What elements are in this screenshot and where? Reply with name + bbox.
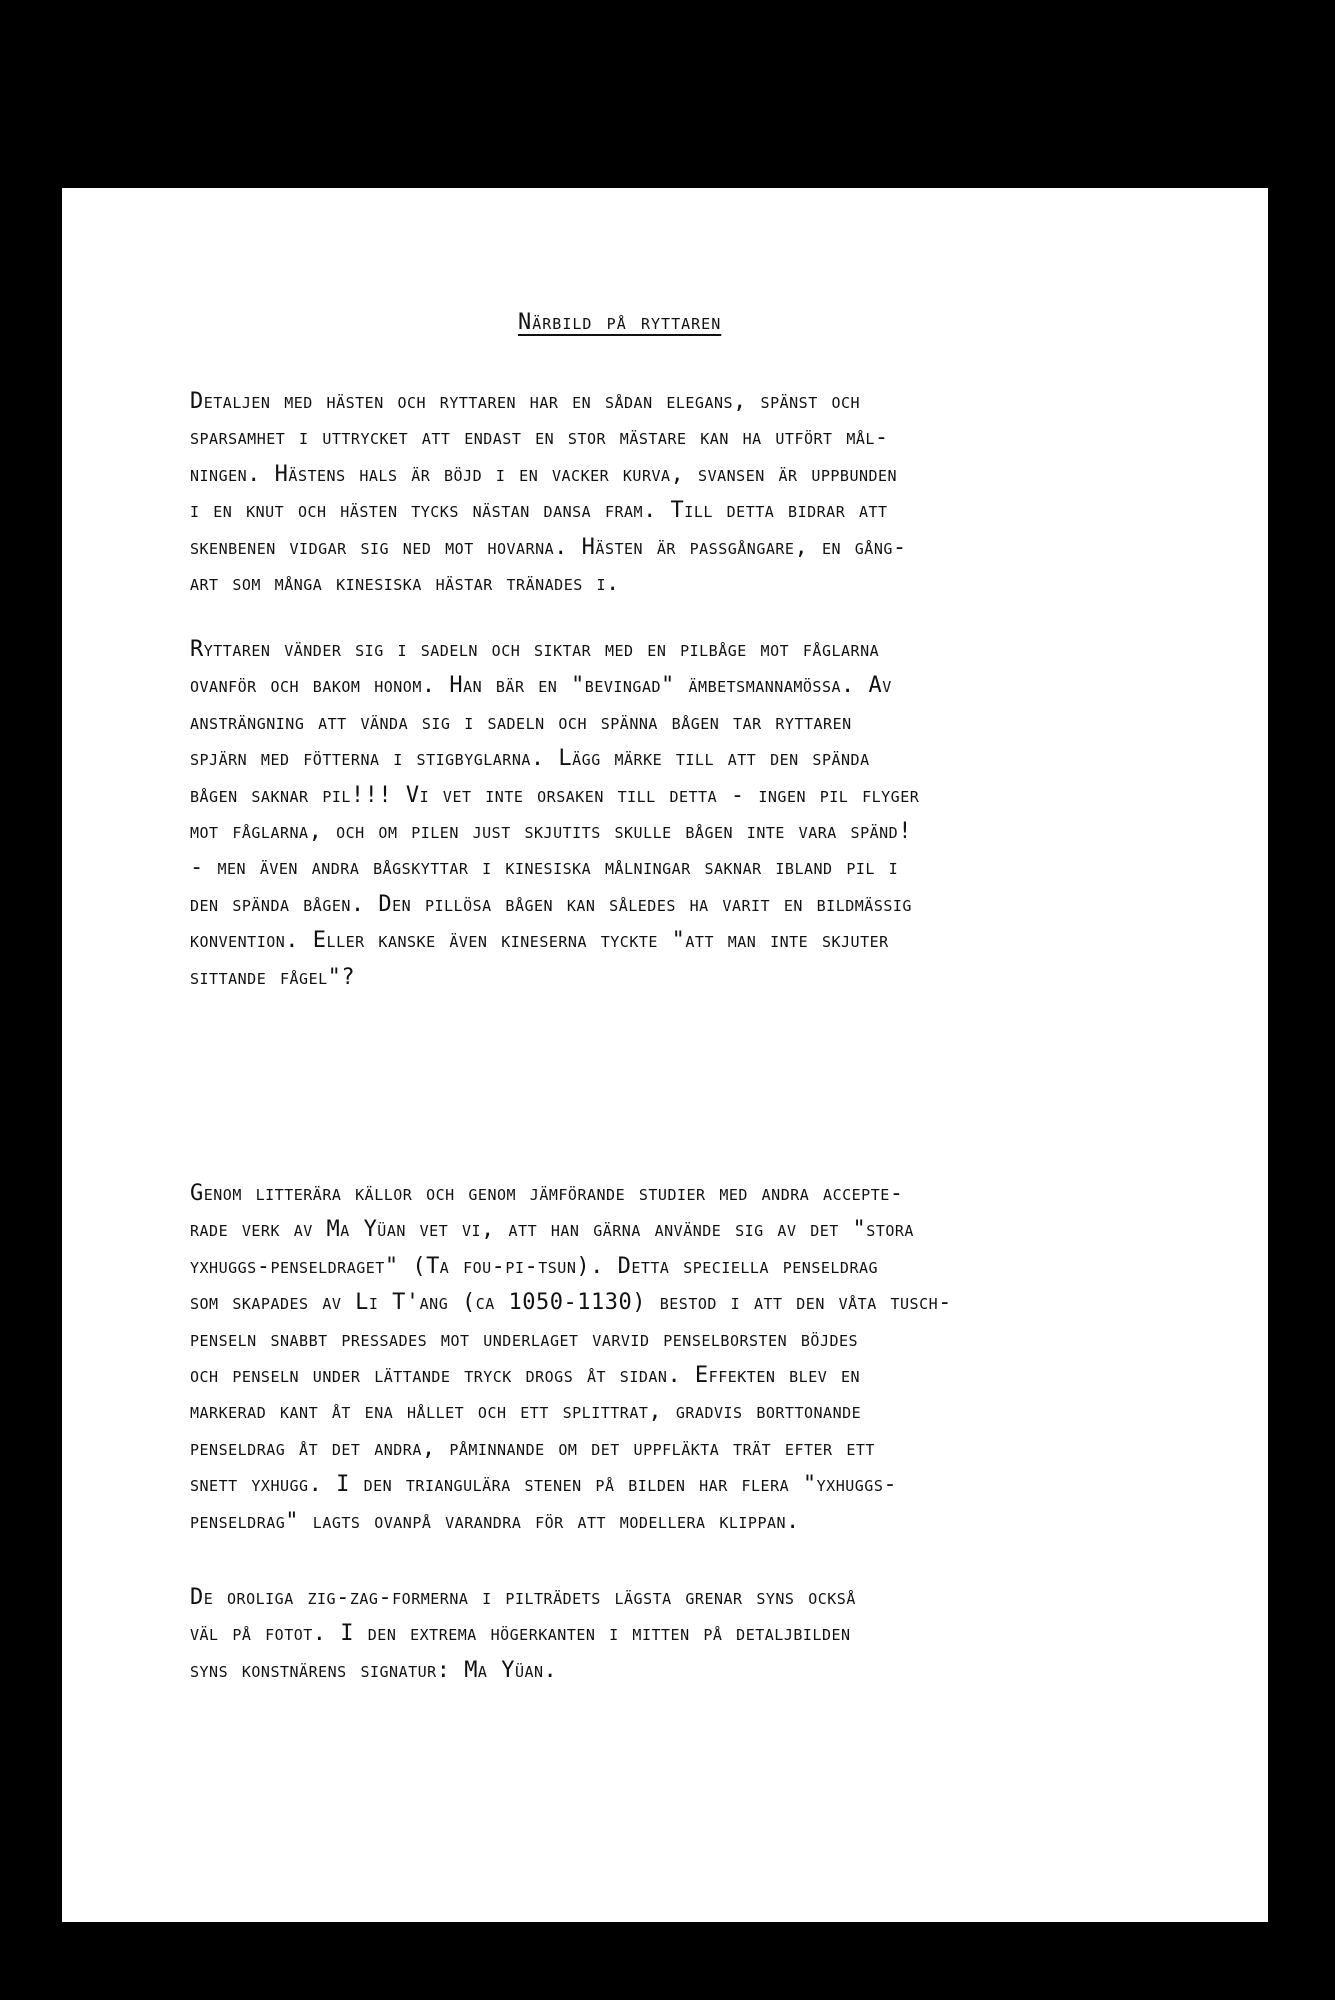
page-title: Närbild på ryttaren — [518, 310, 722, 335]
text-line: Detaljen med hästen och ryttaren har en sådan elegans, spänst och — [190, 389, 861, 414]
text-line: rade verk av Ma Yüan vet vi, att han gärna använde sig av det "stora — [190, 1217, 914, 1243]
text-line: Ryttaren vänder sig i sadeln och siktar med en pilbåge mot fåglarna — [190, 637, 880, 662]
text-line: penseldrag" lagts ovanpå varandra för att modellera klippan. — [190, 1508, 800, 1534]
text-line: penseldrag åt det andra, påminnande om det uppfläkta trät efter ett — [190, 1435, 875, 1461]
text-line: Genom litterära källor och genom jämförande studier med andra accepte- — [190, 1181, 904, 1206]
text-line: konvention. Eller kanske även kineserna tyckte "att man inte skjuter — [190, 928, 889, 954]
text-line: sparsamhet i uttrycket att endast en stor mästare kan ha utfört mål- — [190, 425, 889, 451]
text-line: art som många kinesiska hästar tränades i. — [190, 571, 620, 597]
paragraph-rider-archer — [190, 632, 919, 996]
text-line: markerad kant åt ena hållet och ett splittrat, gradvis borttonande — [190, 1399, 862, 1425]
paragraph-axe-stroke — [190, 1176, 952, 1540]
text-line: De oroliga zig-zag-formerna i pilträdets lägsta grenar syns också — [190, 1585, 856, 1610]
text-line: skenbenen vidgar sig ned mot hovarna. Hästen är passgångare, en gång- — [190, 534, 907, 560]
text-line: ovanför och bakom honom. Han bär en "bevingad" ämbetsmannamössa. Av — [190, 673, 892, 699]
text-line: ansträngning att vända sig i sadeln och spänna bågen tar ryttaren — [190, 709, 852, 735]
text-line: ningen. Hästens hals är böjd i en vacker kurva, svansen är uppbunden — [190, 461, 898, 487]
paragraph-zigzag-signature — [190, 1580, 856, 1689]
text-line: penseln snabbt pressades mot underlaget varvid penselborsten böjdes — [190, 1326, 859, 1352]
text-line: syns konstnärens signatur: Ma Yüan. — [190, 1657, 558, 1683]
text-line: snett yxhugg. I den triangulära stenen på bilden har flera "yxhuggs- — [190, 1472, 898, 1498]
text-line: spjärn med fötterna i stigbyglarna. Lägg märke till att den spända — [190, 746, 870, 772]
text-line: - men även andra bågskyttar i kinesiska målningar saknar ibland pil i — [190, 855, 899, 881]
text-line: och penseln under lättande tryck drogs åt sidan. Effekten blev en — [190, 1363, 861, 1389]
paragraph-horse-detail — [190, 384, 907, 602]
text-line: som skapades av Li T'ang (ca 1050-1130) bestod i att den våta tusch- — [190, 1290, 952, 1316]
text-line: sittande fågel"? — [190, 964, 356, 990]
text-line: väl på fotot. I den extrema högerkanten i mitten på detaljbilden — [190, 1621, 851, 1647]
document-page — [62, 188, 1268, 1922]
text-line: den spända bågen. Den pillösa bågen kan således ha varit en bildmässig — [190, 891, 912, 917]
text-line: bågen saknar pil!!! Vi vet inte orsaken till detta - ingen pil flyger — [190, 782, 920, 808]
text-line: mot fåglarna, och om pilen just skjutits skulle bågen inte vara spänd! — [190, 819, 912, 845]
text-line: yxhuggs-penseldraget" (Ta fou-pi-tsun). Detta speciella penseldrag — [190, 1253, 879, 1279]
text-line: i en knut och hästen tycks nästan dansa fram. Till detta bidrar att — [190, 498, 888, 524]
